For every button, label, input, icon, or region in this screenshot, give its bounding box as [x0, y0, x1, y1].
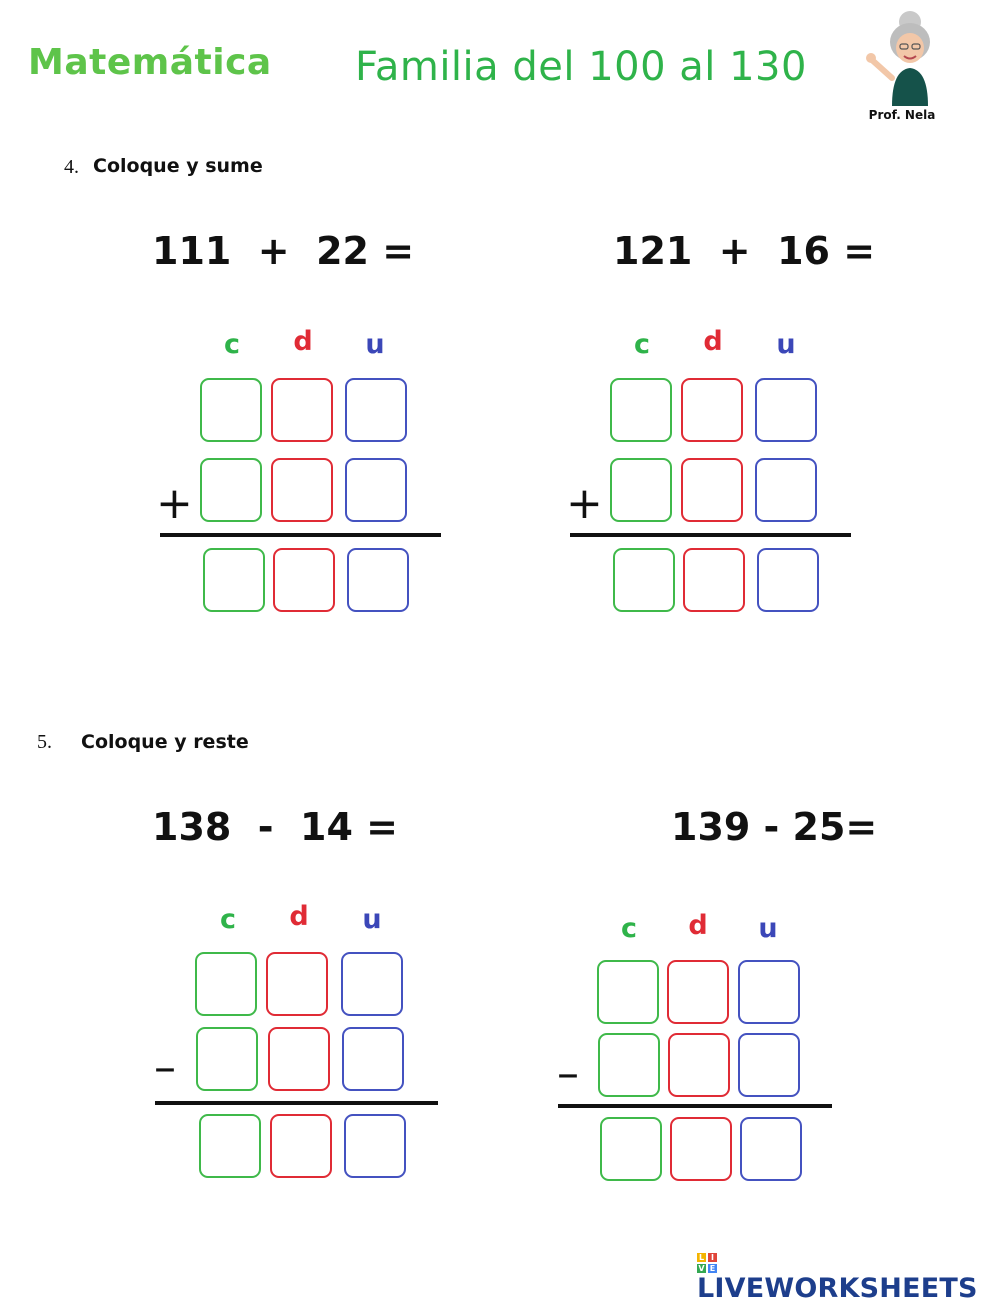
section-5-instruction: Coloque y reste	[81, 731, 249, 753]
answer-box-u-row1[interactable]	[738, 960, 800, 1024]
answer-box-d-row1[interactable]	[667, 960, 729, 1024]
answer-box-u-result[interactable]	[757, 548, 819, 612]
answer-box-d-result[interactable]	[670, 1117, 732, 1181]
answer-box-u-row1[interactable]	[755, 378, 817, 442]
answer-box-u-row2[interactable]	[755, 458, 817, 522]
answer-box-c-row1[interactable]	[610, 378, 672, 442]
answer-box-u-row2[interactable]	[738, 1033, 800, 1097]
sum-line	[160, 533, 441, 537]
answer-box-d-row2[interactable]	[268, 1027, 330, 1091]
difference-line	[155, 1101, 438, 1105]
answer-box-d-result[interactable]	[273, 548, 335, 612]
equation-121-plus-16: 121 + 16 =	[613, 229, 876, 273]
answer-box-d-result[interactable]	[270, 1114, 332, 1178]
brand-name: LIVEWORKSHEETS	[697, 1273, 978, 1304]
column-label-centenas: c	[219, 904, 236, 935]
answer-box-c-row2[interactable]	[598, 1033, 660, 1097]
liveworksheets-logo	[697, 1253, 1000, 1304]
answer-box-c-result[interactable]	[613, 548, 675, 612]
equation-111-plus-22: 111 + 22 =	[152, 229, 415, 273]
answer-box-u-result[interactable]	[344, 1114, 406, 1178]
minus-sign: –	[154, 1042, 176, 1093]
column-label-unidades: u	[362, 904, 382, 935]
answer-box-u-row2[interactable]	[342, 1027, 404, 1091]
column-label-centenas: c	[620, 913, 637, 944]
column-label-decenas: d	[289, 901, 309, 932]
answer-box-u-result[interactable]	[740, 1117, 802, 1181]
column-label-decenas: d	[688, 910, 708, 941]
sum-line	[570, 533, 851, 537]
column-label-unidades: u	[776, 329, 796, 360]
column-label-decenas: d	[703, 326, 723, 357]
equation-139-minus-25: 139 - 25=	[671, 805, 878, 849]
answer-box-c-row2[interactable]	[610, 458, 672, 522]
column-label-unidades: u	[365, 329, 385, 360]
answer-box-c-row1[interactable]	[195, 952, 257, 1016]
difference-line	[558, 1104, 832, 1108]
section-4-number: 4.	[64, 156, 79, 178]
answer-box-c-row1[interactable]	[200, 378, 262, 442]
plus-sign: +	[566, 478, 603, 529]
section-5-number: 5.	[37, 731, 52, 753]
plus-sign: +	[156, 478, 193, 529]
answer-box-d-result[interactable]	[683, 548, 745, 612]
answer-box-d-row1[interactable]	[271, 378, 333, 442]
minus-sign: –	[557, 1048, 579, 1099]
answer-box-c-result[interactable]	[203, 548, 265, 612]
column-label-centenas: c	[223, 329, 240, 360]
answer-box-d-row2[interactable]	[668, 1033, 730, 1097]
answer-box-c-row2[interactable]	[200, 458, 262, 522]
column-label-unidades: u	[758, 913, 778, 944]
answer-box-c-row1[interactable]	[597, 960, 659, 1024]
answer-box-u-row2[interactable]	[345, 458, 407, 522]
answer-box-c-row2[interactable]	[196, 1027, 258, 1091]
answer-box-u-row1[interactable]	[345, 378, 407, 442]
column-label-decenas: d	[293, 326, 313, 357]
answer-box-u-row1[interactable]	[341, 952, 403, 1016]
answer-box-d-row2[interactable]	[271, 458, 333, 522]
brand-blocks-icon: L I V E	[698, 1253, 716, 1273]
subject-title: Matemática	[28, 42, 272, 83]
answer-box-u-result[interactable]	[347, 548, 409, 612]
column-label-centenas: c	[633, 329, 650, 360]
answer-box-d-row2[interactable]	[681, 458, 743, 522]
answer-box-c-result[interactable]	[600, 1117, 662, 1181]
author-badge: Prof. Nela	[868, 108, 936, 122]
answer-box-d-row1[interactable]	[266, 952, 328, 1016]
answer-box-d-row1[interactable]	[681, 378, 743, 442]
worksheet-title: Familia del 100 al 130	[355, 44, 807, 90]
section-4-instruction: Coloque y sume	[93, 155, 263, 177]
answer-box-c-result[interactable]	[199, 1114, 261, 1178]
equation-138-minus-14: 138 - 14 =	[152, 805, 398, 849]
